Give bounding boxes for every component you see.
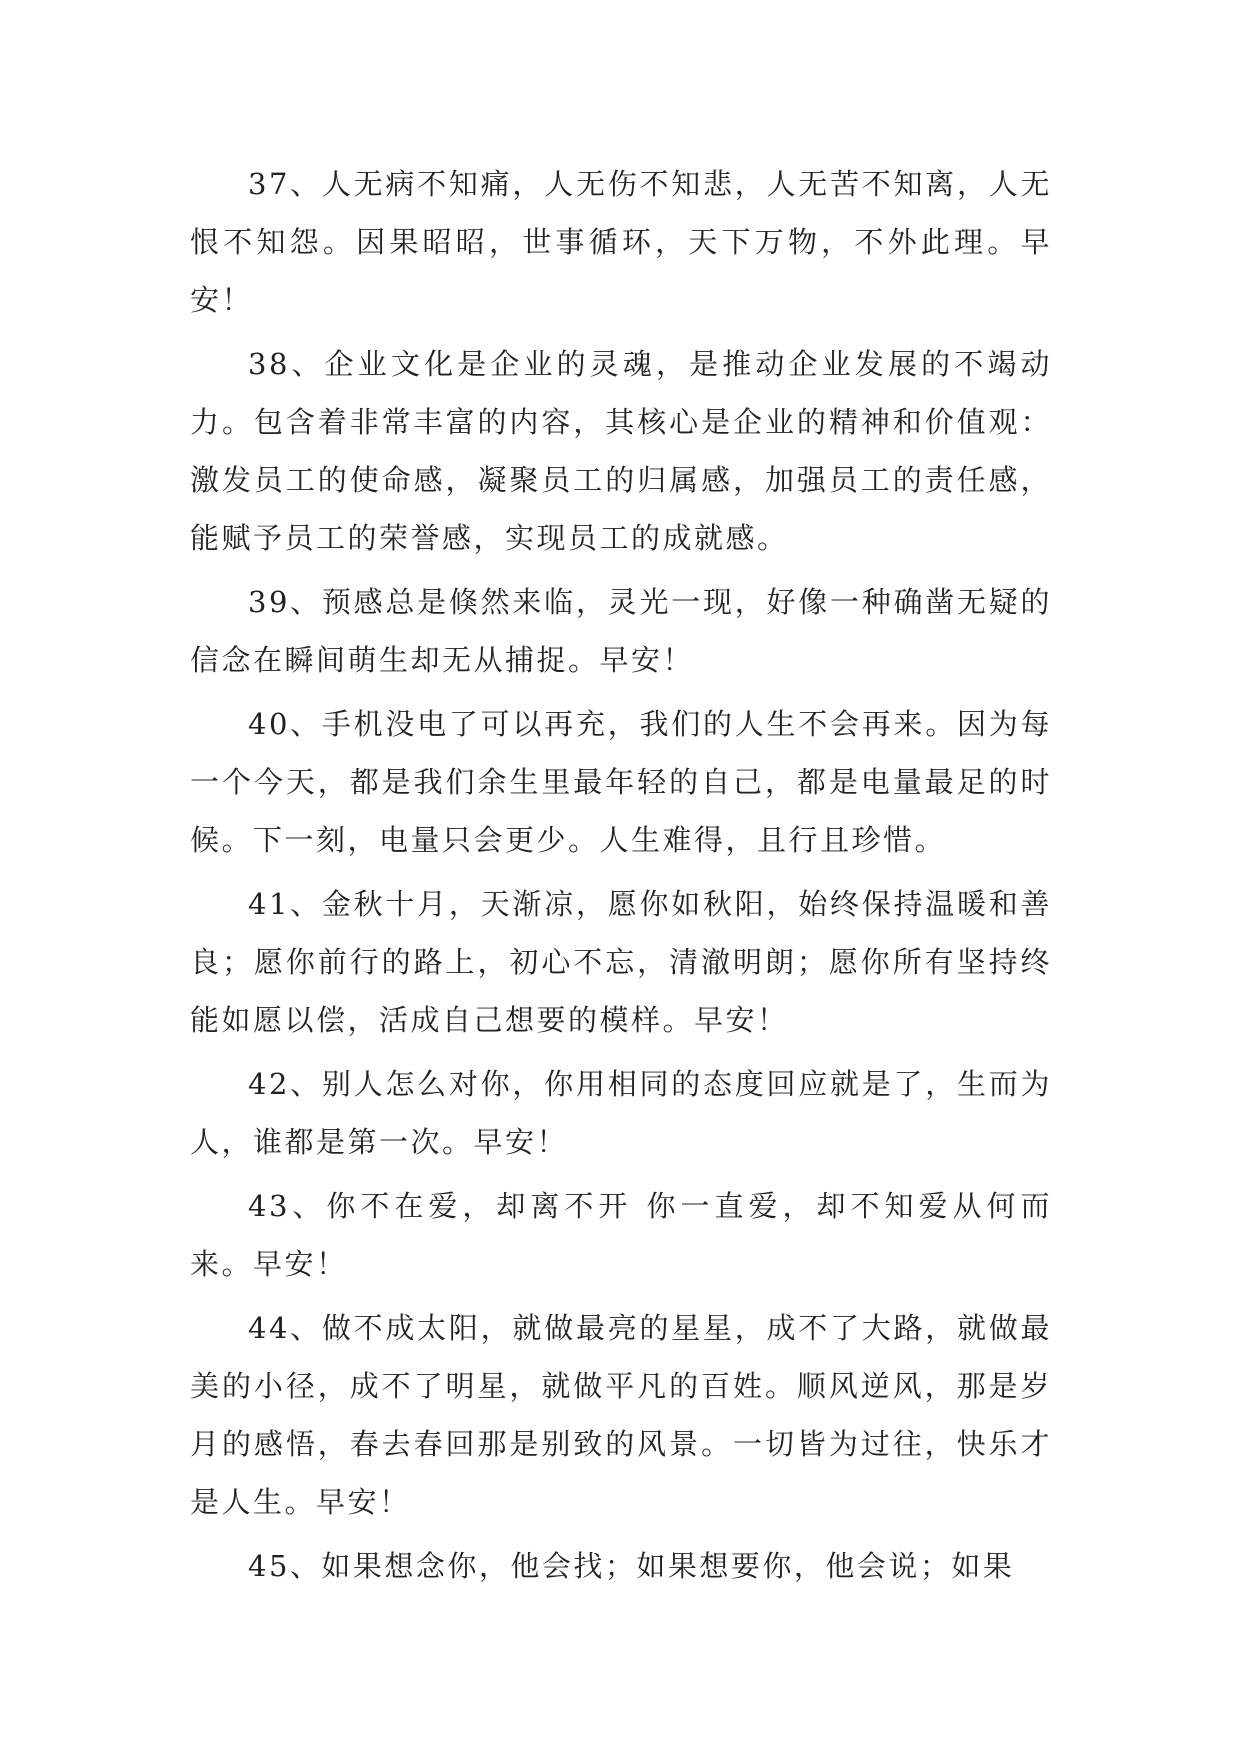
paragraph-37: 37、人无病不知痛，人无伤不知悲，人无苦不知离，人无恨不知怨。因果昭昭，世事循环，天下万物，不外此理。早安！ (190, 167, 1052, 317)
paragraph-40: 40、手机没电了可以再充，我们的人生不会再来。因为每一个今天，都是我们余生里最年轻的自己，都是电量最足的时候。下一刻，电量只会更少。人生难得，且行且珍惜。 (190, 707, 1052, 857)
paragraph-38: 38、企业文化是企业的灵魂，是推动企业发展的不竭动力。包含着非常丰富的内容，其核心是企业的精神和价值观：激发员工的使命感，凝聚员工的归属感，加强员工的责任感，能赋予员工的荣誉感，实现员工的成就感。 (190, 347, 1052, 555)
paragraph-44: 44、做不成太阳，就做最亮的星星，成不了大路，就做最美的小径，成不了明星，就做平凡的百姓。顺风逆风，那是岁月的感悟，春去春回那是别致的风景。一切皆为过往，快乐才是人生。早安！ (190, 1311, 1052, 1519)
paragraph-41: 41、金秋十月，天渐凉，愿你如秋阳，始终保持温暖和善良；愿你前行的路上，初心不忘，清澈明朗；愿你所有坚持终能如愿以偿，活成自己想要的模样。早安！ (190, 887, 1052, 1037)
paragraph-39: 39、预感总是倏然来临，灵光一现，好像一种确凿无疑的信念在瞬间萌生却无从捕捉。早安！ (190, 585, 1052, 677)
document-body (190, 155, 1052, 1601)
paragraph-43: 43、你不在爱，却离不开 你一直爱，却不知爱从何而来。早安！ (190, 1189, 1052, 1281)
paragraph-45: 45、如果想念你，他会找；如果想要你，他会说；如果 (248, 1549, 1015, 1583)
paragraph-42: 42、别人怎么对你，你用相同的态度回应就是了，生而为人，谁都是第一次。早安！ (190, 1067, 1052, 1159)
